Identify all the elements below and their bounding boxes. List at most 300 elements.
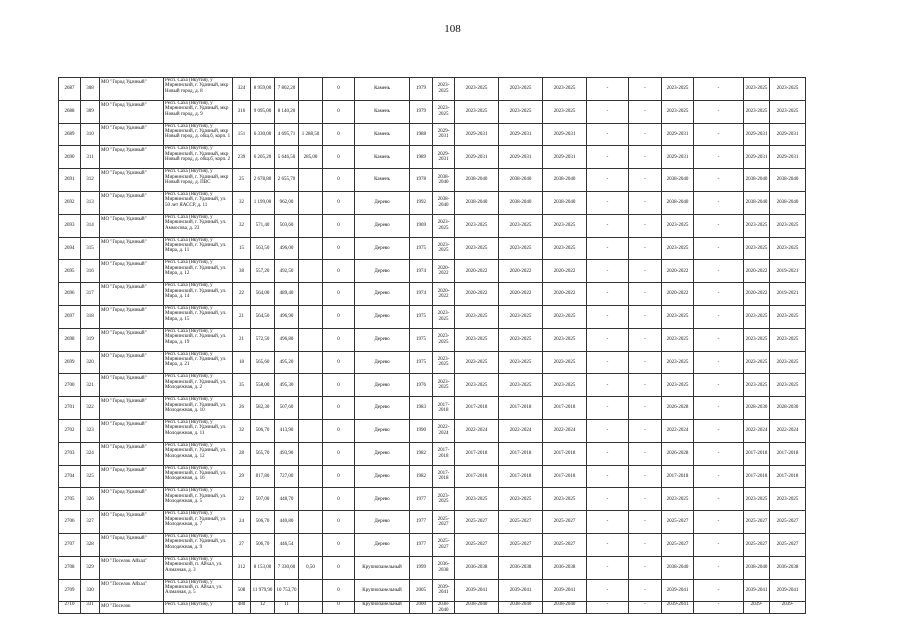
dash-cell: - [587, 419, 629, 442]
period-cell: 2038-2040 [455, 191, 499, 214]
period-cell: 2029-2031 [433, 146, 455, 169]
total-area-cell: 572,50 [251, 328, 275, 351]
period-cell: 2039- [744, 602, 770, 614]
value-cell: 0 [323, 169, 355, 192]
table-row [59, 533, 847, 556]
nonresidential-area-cell [299, 100, 323, 123]
period-cell: 2022-2024 [662, 419, 694, 442]
period-cell: 2017-2018 [543, 442, 587, 465]
period-cell: 2038-2040 [744, 169, 770, 192]
value-cell: 0 [323, 511, 355, 534]
dash-cell: - [629, 100, 662, 123]
municipality-cell: МО "Город Удачный" [100, 351, 164, 374]
nonresidential-area-cell [299, 78, 323, 101]
dash-cell: - [587, 533, 629, 556]
living-area-cell: 8 140,20 [275, 100, 299, 123]
period-cell: 2039- [770, 602, 806, 614]
table-row [59, 511, 847, 534]
period-cell: 2020-2022 [543, 260, 587, 283]
residents-cell: 239 [233, 146, 251, 169]
period-cell: 2038-2040 [770, 169, 806, 192]
local-number-cell: 314 [81, 214, 100, 237]
dash-cell: - [694, 283, 744, 306]
build-year-cell: 1974 [410, 260, 433, 283]
address-cell: Респ. Саха (Якутия), у Мирнинский, п. Айхал, ул. Алмазная, д. 3 [164, 556, 233, 579]
value-cell: 0 [323, 191, 355, 214]
wall-material-cell: Крупнопанельный [355, 556, 410, 579]
period-cell: 2039-2041 [455, 579, 499, 602]
residents-cell: 22 [233, 283, 251, 306]
table-row [59, 374, 847, 397]
wall-material-cell: Дерево [355, 533, 410, 556]
period-cell: 2038-2040 [433, 191, 455, 214]
table-row [59, 305, 847, 328]
nonresidential-area-cell [299, 397, 323, 420]
period-cell: 2020-2022 [744, 260, 770, 283]
period-cell: 2039-2041 [499, 579, 543, 602]
municipality-cell: МО "Город Удачный" [100, 328, 164, 351]
address-cell: Респ. Саха (Якутия), у Мирнинский, г. Удачный, мкр Новый город, д. общ.б, корп. 1 [164, 123, 233, 146]
dash-cell: - [694, 602, 744, 614]
wall-material-cell: Дерево [355, 237, 410, 260]
dash-cell: - [587, 237, 629, 260]
nonresidential-area-cell [299, 374, 323, 397]
local-number-cell: 318 [81, 305, 100, 328]
table-row [59, 78, 847, 101]
table-row [59, 123, 847, 146]
row-number-cell: 2692 [59, 191, 81, 214]
dash-cell: - [587, 283, 629, 306]
period-cell: 2023-2025 [770, 305, 806, 328]
build-year-cell: 1982 [410, 442, 433, 465]
row-number-cell: 2687 [59, 78, 81, 101]
build-year-cell: 1999 [410, 556, 433, 579]
dash-cell: - [587, 123, 629, 146]
dash-cell: - [587, 146, 629, 169]
value-cell: 0 [323, 214, 355, 237]
period-cell: 2023-2025 [770, 100, 806, 123]
period-cell: 2039-2041 [744, 579, 770, 602]
residents-cell: 32 [233, 214, 251, 237]
municipality-cell: МО "Город Удачный" [100, 191, 164, 214]
build-year-cell: 1976 [410, 374, 433, 397]
period-cell: 2023-2025 [744, 488, 770, 511]
municipality-cell: МО "Поселок [100, 602, 164, 614]
wall-material-cell: Дерево [355, 328, 410, 351]
dash-cell: - [587, 260, 629, 283]
dash-cell: - [694, 351, 744, 374]
build-year-cell: 1983 [410, 397, 433, 420]
dash-cell: - [629, 511, 662, 534]
municipality-cell: МО "Город Удачный" [100, 123, 164, 146]
period-cell: 2036-2038 [770, 556, 806, 579]
residents-cell: 21 [233, 328, 251, 351]
build-year-cell: 1977 [410, 533, 433, 556]
build-year-cell: 1975 [410, 237, 433, 260]
period-cell: 2023-2025 [499, 100, 543, 123]
period-cell: 2029-2031 [455, 146, 499, 169]
total-area-cell: 1 199,00 [251, 191, 275, 214]
period-cell: 2017-2018 [744, 465, 770, 488]
period-cell: 2023-2025 [543, 78, 587, 101]
build-year-cell: 1974 [410, 283, 433, 306]
living-area-cell: 413,90 [275, 419, 299, 442]
local-number-cell: 317 [81, 283, 100, 306]
residents-cell: 26 [233, 397, 251, 420]
period-cell: 2023-2025 [455, 328, 499, 351]
value-cell: 0 [323, 305, 355, 328]
total-area-cell: 506,70 [251, 533, 275, 556]
period-cell: 2038-2040 [455, 169, 499, 192]
dash-cell: - [587, 511, 629, 534]
dash-cell: - [629, 123, 662, 146]
value-cell: 0 [323, 123, 355, 146]
dash-cell: - [694, 488, 744, 511]
local-number-cell: 325 [81, 465, 100, 488]
build-year-cell: 1977 [410, 511, 433, 534]
period-cell: 2023-2025 [499, 305, 543, 328]
local-number-cell: 311 [81, 146, 100, 169]
period-cell: 2038-2040 [662, 169, 694, 192]
residents-cell: 32 [233, 419, 251, 442]
residents-cell: 480 [233, 602, 251, 614]
row-number-cell: 2698 [59, 328, 81, 351]
period-cell: 2022-2024 [499, 419, 543, 442]
nonresidential-area-cell [299, 191, 323, 214]
build-year-cell: 1977 [410, 488, 433, 511]
nonresidential-area-cell [299, 283, 323, 306]
period-cell: 2025-2027 [662, 511, 694, 534]
address-cell: Респ. Саха (Якутия), у Мирнинский, г. Удачный, ул. Молодежная, д. 10 [164, 397, 233, 420]
address-cell: Респ. Саха (Якутия), у Мирнинский, г. Удачный, ул. Молодежная, д. 11 [164, 419, 233, 442]
value-cell: 0 [323, 602, 355, 614]
dash-cell: - [629, 328, 662, 351]
living-area-cell: 507,60 [275, 397, 299, 420]
wall-material-cell: Камень [355, 146, 410, 169]
value-cell: 0 [323, 100, 355, 123]
address-cell: Респ. Саха (Якутия), у Мирнинский, г. Удачный, мкр Новый город, д. 8 [164, 78, 233, 101]
living-area-cell: 503,60 [275, 214, 299, 237]
period-cell: 2020-2022 [662, 260, 694, 283]
residents-cell: 15 [233, 237, 251, 260]
dash-cell: - [587, 374, 629, 397]
living-area-cell: 489,40 [275, 283, 299, 306]
local-number-cell: 321 [81, 374, 100, 397]
total-area-cell: 558,00 [251, 374, 275, 397]
residents-cell: 22 [233, 488, 251, 511]
dash-cell: - [629, 397, 662, 420]
period-cell: 2029-2031 [433, 123, 455, 146]
dash-cell: - [694, 579, 744, 602]
period-cell: 2023-2025 [744, 78, 770, 101]
period-cell: 2023-2025 [499, 488, 543, 511]
living-area-cell: 496,00 [275, 237, 299, 260]
period-cell: 2023-2025 [744, 351, 770, 374]
period-cell: 2023-2025 [744, 237, 770, 260]
period-cell: 2023-2025 [433, 100, 455, 123]
wall-material-cell: Дерево [355, 419, 410, 442]
period-cell: 2023-2025 [433, 237, 455, 260]
wall-material-cell: Дерево [355, 283, 410, 306]
address-cell: Респ. Саха (Якутия), у Мирнинский, г. Удачный, мкр Новый город, д. общ.б, корп. 2 [164, 146, 233, 169]
period-cell: 2023-2025 [543, 488, 587, 511]
period-cell: 2023-2025 [433, 488, 455, 511]
period-cell: 2023-2025 [543, 214, 587, 237]
period-cell: 2038-2040 [499, 191, 543, 214]
period-cell: 2020-2022 [499, 260, 543, 283]
dash-cell: - [694, 169, 744, 192]
local-number-cell: 324 [81, 442, 100, 465]
build-year-cell: 1992 [410, 191, 433, 214]
row-number-cell: 2700 [59, 374, 81, 397]
dash-cell: - [629, 191, 662, 214]
residents-cell: 21 [233, 305, 251, 328]
period-cell: 2022-2024 [770, 419, 806, 442]
nonresidential-area-cell [299, 465, 323, 488]
period-cell: 2023-2025 [455, 100, 499, 123]
local-number-cell: 309 [81, 100, 100, 123]
value-cell: 0 [323, 579, 355, 602]
dash-cell: - [629, 305, 662, 328]
dash-cell: - [629, 214, 662, 237]
period-cell: 2023-2025 [770, 374, 806, 397]
dash-cell: - [629, 442, 662, 465]
dash-cell: - [694, 123, 744, 146]
dash-cell: - [587, 556, 629, 579]
wall-material-cell: Крупнопанельный [355, 579, 410, 602]
nonresidential-area-cell [299, 237, 323, 260]
period-cell: 2023-2025 [543, 374, 587, 397]
dash-cell: - [629, 579, 662, 602]
living-area-cell: 10 753,70 [275, 579, 299, 602]
period-cell: 2038-2040 [499, 602, 543, 614]
address-cell: Респ. Саха (Якутия), у Мирнинский, г. Удачный, ул. Молодежная, д. 7 [164, 511, 233, 534]
nonresidential-area-cell [299, 602, 323, 614]
local-number-cell: 331 [81, 602, 100, 614]
municipality-cell: МО "Поселок Айхал" [100, 556, 164, 579]
period-cell: 2023-2025 [662, 374, 694, 397]
local-number-cell: 320 [81, 351, 100, 374]
period-cell: 2023-2025 [455, 214, 499, 237]
row-number-cell: 2691 [59, 169, 81, 192]
total-area-cell: 2 678,80 [251, 169, 275, 192]
municipality-cell: МО "Город Удачный" [100, 397, 164, 420]
period-cell: 2017-2018 [543, 397, 587, 420]
living-area-cell: 492,50 [275, 260, 299, 283]
period-cell: 2022-2024 [543, 419, 587, 442]
period-cell: 2029-2031 [770, 123, 806, 146]
address-cell: Респ. Саха (Якутия), у Мирнинский, г. Удачный, ул. Мира, д. 21 [164, 351, 233, 374]
period-cell: 2025-2027 [770, 511, 806, 534]
period-cell: 2017-2018 [499, 465, 543, 488]
period-cell: 2017-2018 [433, 442, 455, 465]
period-cell: 2038-2040 [770, 191, 806, 214]
dash-cell: - [694, 442, 744, 465]
period-cell: 2023-2025 [770, 328, 806, 351]
nonresidential-area-cell: 1 288,50 [299, 123, 323, 146]
living-area-cell: 446,54 [275, 533, 299, 556]
row-number-cell: 2702 [59, 419, 81, 442]
residents-cell: 18 [233, 351, 251, 374]
period-cell: 2020-2022 [433, 260, 455, 283]
municipality-cell: МО "Город Удачный" [100, 283, 164, 306]
nonresidential-area-cell: 285,00 [299, 146, 323, 169]
dash-cell: - [629, 146, 662, 169]
municipality-cell: МО "Город Удачный" [100, 511, 164, 534]
wall-material-cell: Дерево [355, 488, 410, 511]
period-cell: 2038-2040 [662, 556, 694, 579]
period-cell: 2017-2018 [662, 465, 694, 488]
table-row [59, 237, 847, 260]
address-cell: Респ. Саха (Якутия), у Мирнинский, г. Удачный, ул. Мира, д. 15 [164, 305, 233, 328]
period-cell: 2036-2038 [433, 556, 455, 579]
period-cell: 2029-2031 [499, 123, 543, 146]
local-number-cell: 313 [81, 191, 100, 214]
nonresidential-area-cell [299, 488, 323, 511]
period-cell: 2029-2031 [662, 123, 694, 146]
row-number-cell: 2693 [59, 214, 81, 237]
build-year-cell: 2005 [410, 579, 433, 602]
period-cell: 2020-2022 [543, 283, 587, 306]
row-number-cell: 2706 [59, 511, 81, 534]
living-area-cell: 5 646,50 [275, 146, 299, 169]
period-cell: 2038-2040 [543, 169, 587, 192]
dash-cell: - [629, 78, 662, 101]
local-number-cell: 310 [81, 123, 100, 146]
local-number-cell: 329 [81, 556, 100, 579]
row-number-cell: 2704 [59, 465, 81, 488]
wall-material-cell: Камень [355, 100, 410, 123]
period-cell: 2028-2030 [744, 397, 770, 420]
period-cell: 2039-2041 [433, 579, 455, 602]
residents-cell: 32 [233, 191, 251, 214]
dash-cell: - [587, 305, 629, 328]
period-cell: 2023-2025 [543, 237, 587, 260]
period-cell: 2023-2025 [433, 305, 455, 328]
total-area-cell: 506,70 [251, 511, 275, 534]
table-row [59, 602, 847, 614]
value-cell: 0 [323, 419, 355, 442]
row-number-cell: 2701 [59, 397, 81, 420]
build-year-cell: 1975 [410, 328, 433, 351]
table-row [59, 283, 847, 306]
local-number-cell: 323 [81, 419, 100, 442]
row-number-cell: 2690 [59, 146, 81, 169]
wall-material-cell: Дерево [355, 191, 410, 214]
living-area-cell: 727,00 [275, 465, 299, 488]
dash-cell: - [587, 191, 629, 214]
local-number-cell: 330 [81, 579, 100, 602]
municipality-cell: МО "Город Удачный" [100, 465, 164, 488]
address-cell: Респ. Саха (Якутия), у Мирнинский, г. Удачный, мкр Новый город, д. 9 [164, 100, 233, 123]
period-cell: 2023-2025 [455, 351, 499, 374]
period-cell: 2022-2024 [433, 419, 455, 442]
wall-material-cell: Дерево [355, 351, 410, 374]
period-cell: 2023-2025 [543, 305, 587, 328]
dash-cell: - [587, 78, 629, 101]
value-cell: 0 [323, 237, 355, 260]
build-year-cell: 1975 [410, 351, 433, 374]
wall-material-cell: Дерево [355, 511, 410, 534]
wall-material-cell: Камень [355, 169, 410, 192]
total-area-cell: 11 979,90 [251, 579, 275, 602]
period-cell: 2025-2027 [770, 533, 806, 556]
total-area-cell: 565,70 [251, 442, 275, 465]
period-cell: 2038-2040 [543, 602, 587, 614]
period-cell: 2023-2025 [543, 100, 587, 123]
row-number-cell: 2705 [59, 488, 81, 511]
living-area-cell: 440,80 [275, 511, 299, 534]
dash-cell: - [694, 465, 744, 488]
wall-material-cell: Дерево [355, 305, 410, 328]
local-number-cell: 326 [81, 488, 100, 511]
period-cell: 2023-2025 [455, 237, 499, 260]
municipality-cell: МО "Поселок Айхал" [100, 579, 164, 602]
period-cell: 2020-2022 [744, 283, 770, 306]
local-number-cell: 322 [81, 397, 100, 420]
period-cell: 2023-2025 [433, 374, 455, 397]
dash-cell: - [694, 191, 744, 214]
residents-cell: 27 [233, 533, 251, 556]
build-year-cell: 1978 [410, 169, 433, 192]
row-number-cell: 2696 [59, 283, 81, 306]
value-cell: 0 [323, 533, 355, 556]
municipality-cell: МО "Город Удачный" [100, 374, 164, 397]
nonresidential-area-cell [299, 351, 323, 374]
period-cell: 2029-2031 [744, 146, 770, 169]
living-area-cell: 495,30 [275, 374, 299, 397]
period-cell: 2023-2025 [744, 305, 770, 328]
table-row [59, 419, 847, 442]
period-cell: 2023-2025 [744, 328, 770, 351]
build-year-cell: 1990 [410, 419, 433, 442]
period-cell: 2023-2025 [455, 78, 499, 101]
value-cell: 0 [323, 78, 355, 101]
period-cell: 2022-2024 [455, 419, 499, 442]
residents-cell: 324 [233, 78, 251, 101]
period-cell: 2023-2025 [662, 488, 694, 511]
period-cell: 2025-2027 [499, 511, 543, 534]
period-cell: 2029-2031 [543, 146, 587, 169]
residents-cell: 316 [233, 100, 251, 123]
living-area-cell: 2 655,70 [275, 169, 299, 192]
dash-cell: - [629, 374, 662, 397]
period-cell: 2023-2025 [744, 214, 770, 237]
total-area-cell: 565,60 [251, 351, 275, 374]
dash-cell: - [694, 146, 744, 169]
period-cell: 2039-2041 [662, 602, 694, 614]
table-row [59, 465, 847, 488]
address-cell: Респ. Саха (Якутия), у Мирнинский, п. Айхал, ул. Алмазная, д. 5 [164, 579, 233, 602]
residents-cell: 508 [233, 579, 251, 602]
row-number-cell: 2709 [59, 579, 81, 602]
dash-cell: - [587, 351, 629, 374]
row-number-cell: 2710 [59, 602, 81, 614]
total-area-cell: 8 959,00 [251, 78, 275, 101]
municipality-cell: МО "Город Удачный" [100, 237, 164, 260]
address-cell: Респ. Саха (Якутия), у Мирнинский, г. Удачный, ул. Мира, д. 14 [164, 283, 233, 306]
period-cell: 2025-2027 [744, 533, 770, 556]
period-cell: 2017-2018 [455, 465, 499, 488]
wall-material-cell: Дерево [355, 214, 410, 237]
period-cell: 2023-2025 [662, 78, 694, 101]
municipality-cell: МО "Город Удачный" [100, 169, 164, 192]
row-number-cell: 2699 [59, 351, 81, 374]
municipality-cell: МО "Город Удачный" [100, 260, 164, 283]
period-cell: 2020-2022 [455, 260, 499, 283]
period-cell: 2017-2018 [433, 465, 455, 488]
period-cell: 2023-2025 [499, 374, 543, 397]
